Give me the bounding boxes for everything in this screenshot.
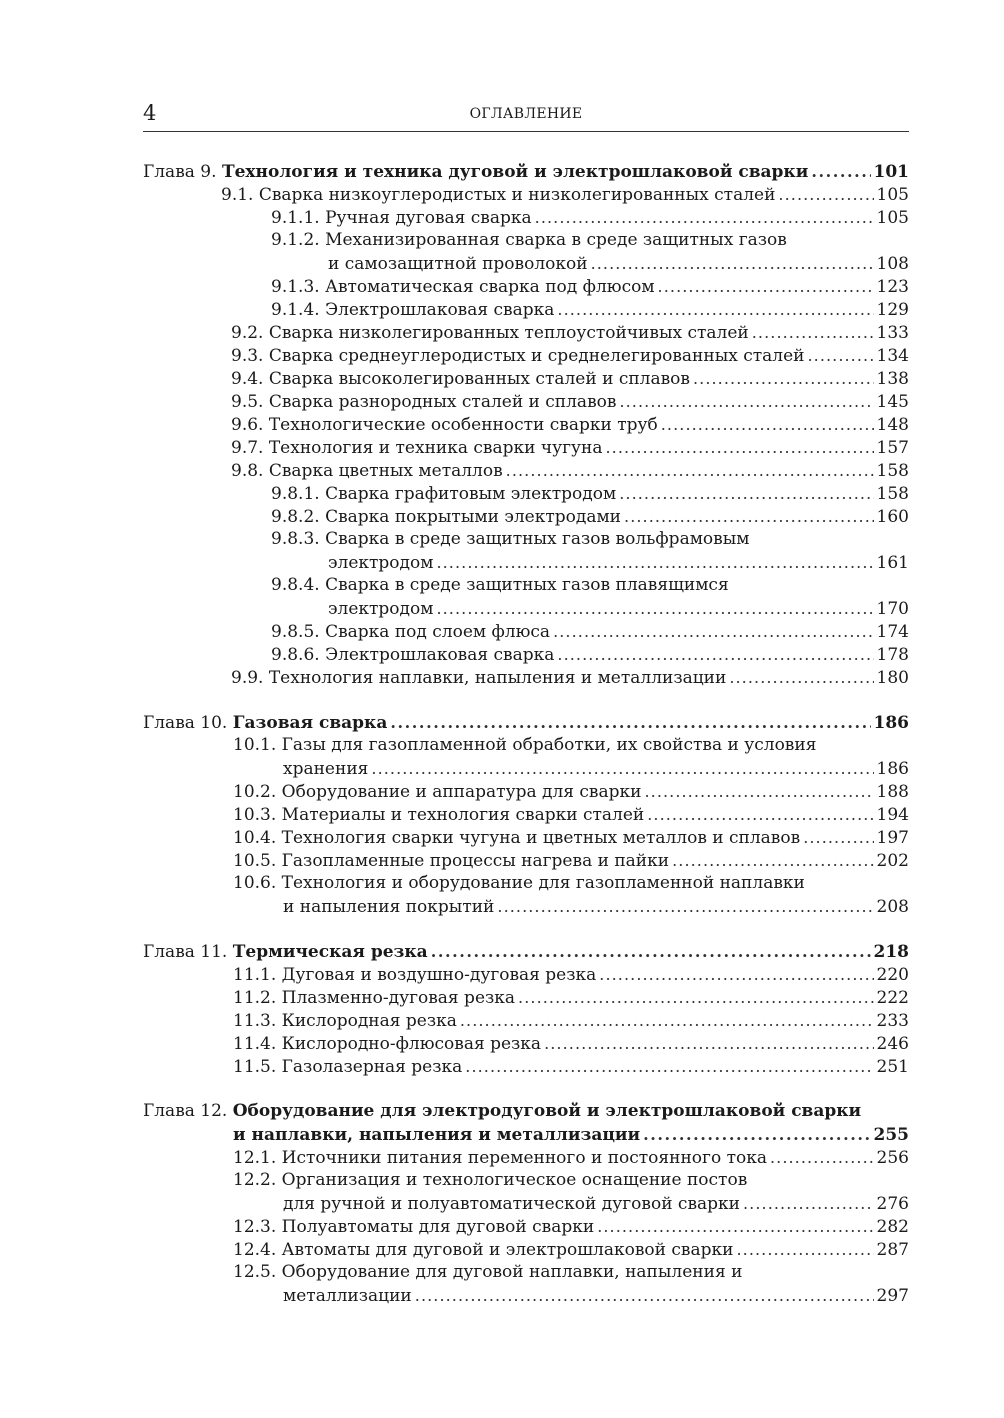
leader-dots xyxy=(415,1284,874,1307)
leader-dots xyxy=(743,1192,874,1215)
toc-entry[interactable] xyxy=(143,482,909,505)
leader-dots xyxy=(506,459,874,482)
toc-title: 10.2. Оборудование и аппаратура для сварки xyxy=(233,782,642,802)
toc-chapter[interactable] xyxy=(143,940,909,963)
toc-page: 161 xyxy=(876,553,909,573)
toc-title: 10.4. Технология сварки чугуна и цветных металлов и сплавов xyxy=(233,828,801,848)
toc-title: 9.1.4. Электрошлаковая сварка xyxy=(271,300,555,320)
leader-dots xyxy=(736,1238,873,1261)
toc-entry-continued[interactable] xyxy=(143,1192,909,1215)
leader-dots xyxy=(661,413,874,436)
toc-title: 12.2. Организация и технологическое оснащение постов xyxy=(233,1170,748,1190)
leader-dots xyxy=(436,551,873,574)
leader-dots xyxy=(803,826,873,849)
toc-title: Газовая сварка xyxy=(232,713,388,733)
toc-entry[interactable] xyxy=(143,206,909,229)
leader-dots xyxy=(465,1055,873,1078)
leader-dots xyxy=(599,963,873,986)
toc-title: 9.1.1. Ручная дуговая сварка xyxy=(271,208,532,228)
toc-title: 9.8.6. Электрошлаковая сварка xyxy=(271,645,555,665)
toc-entry[interactable] xyxy=(143,963,909,986)
toc-title: электродом xyxy=(328,599,434,619)
toc-page: 256 xyxy=(876,1148,909,1168)
toc-entry[interactable] xyxy=(143,1146,909,1169)
toc-entry[interactable] xyxy=(143,1169,909,1192)
toc-title: 10.3. Материалы и технология сварки сталей xyxy=(233,805,645,825)
spacer xyxy=(143,918,909,940)
leader-dots xyxy=(597,1215,873,1238)
chapter-prefix: Глава 9. xyxy=(143,162,217,182)
leader-dots xyxy=(460,1009,874,1032)
toc-page: 255 xyxy=(873,1125,909,1145)
leader-dots xyxy=(518,986,874,1009)
chapter-prefix: Глава 10. xyxy=(143,713,228,733)
page-number: 4 xyxy=(143,101,157,125)
toc-page: 251 xyxy=(876,1057,909,1077)
leader-dots xyxy=(752,321,874,344)
toc-entry[interactable] xyxy=(143,826,909,849)
leader-dots xyxy=(811,160,870,183)
toc-entry[interactable] xyxy=(143,459,909,482)
toc-entry[interactable] xyxy=(143,734,909,757)
toc-page: 148 xyxy=(876,415,909,435)
toc-title: 11.2. Плазменно-дуговая резка xyxy=(233,988,516,1008)
toc-entry[interactable] xyxy=(143,620,909,643)
toc-title: Оборудование для электродуговой и электрошлаковой сварки xyxy=(232,1101,862,1121)
leader-dots xyxy=(647,803,873,826)
toc-entry-continued[interactable] xyxy=(143,757,909,780)
toc-page: 129 xyxy=(876,300,909,320)
table-of-contents xyxy=(143,160,909,1307)
toc-title: 9.4. Сварка высоколегированных сталей и сплавов xyxy=(231,369,690,389)
toc-title: 9.8. Сварка цветных металлов xyxy=(231,461,503,481)
leader-dots xyxy=(619,482,873,505)
toc-page: 138 xyxy=(876,369,909,389)
toc-chapter[interactable] xyxy=(143,160,909,183)
toc-entry-continued[interactable] xyxy=(143,895,909,918)
running-title: ОГЛАВЛЕНИЕ xyxy=(469,106,583,122)
toc-entry[interactable] xyxy=(143,505,909,528)
toc-title: 9.7. Технология и техника сварки чугуна xyxy=(231,438,603,458)
spacer xyxy=(143,1078,909,1100)
toc-title: и самозащитной проволокой xyxy=(328,254,588,274)
toc-page: 170 xyxy=(876,599,909,619)
toc-title: 11.5. Газолазерная резка xyxy=(233,1057,463,1077)
toc-entry[interactable] xyxy=(143,803,909,826)
leader-dots xyxy=(497,895,873,918)
toc-title: хранения xyxy=(283,759,369,779)
toc-page: 101 xyxy=(873,162,909,182)
toc-entry[interactable] xyxy=(143,849,909,872)
toc-title: 9.8.1. Сварка графитовым электродом xyxy=(271,484,617,504)
toc-title: 9.1.3. Автоматическая сварка под флюсом xyxy=(271,277,655,297)
toc-title: для ручной и полуавтоматической дуговой сварки xyxy=(283,1194,740,1214)
toc-entry-continued[interactable] xyxy=(143,252,909,275)
toc-page: 157 xyxy=(876,438,909,458)
toc-title: 9.3. Сварка среднеуглеродистых и среднелегированных сталей xyxy=(231,346,805,366)
toc-title: 9.9. Технология наплавки, напыления и металлизации xyxy=(231,668,727,688)
toc-entry-continued[interactable] xyxy=(143,597,909,620)
toc-entry[interactable] xyxy=(143,1261,909,1284)
toc-page: 123 xyxy=(876,277,909,297)
toc-title: 11.3. Кислородная резка xyxy=(233,1011,457,1031)
toc-page: 282 xyxy=(876,1217,909,1237)
toc-title: Термическая резка xyxy=(232,942,428,962)
toc-title: 10.6. Технология и оборудование для газопламенной наплавки xyxy=(233,873,805,893)
toc-page: 105 xyxy=(876,208,909,228)
spacer xyxy=(143,689,909,711)
toc-page: 233 xyxy=(876,1011,909,1031)
leader-dots xyxy=(693,367,874,390)
toc-chapter[interactable] xyxy=(143,711,909,734)
leader-dots xyxy=(591,252,874,275)
leader-dots xyxy=(770,1146,874,1169)
toc-entry[interactable] xyxy=(143,986,909,1009)
toc-title: и напыления покрытий xyxy=(283,897,495,917)
toc-page: 197 xyxy=(876,828,909,848)
toc-page: 297 xyxy=(876,1286,909,1306)
leader-dots xyxy=(535,206,874,229)
leader-dots xyxy=(643,1123,870,1146)
toc-page: 134 xyxy=(876,346,909,366)
toc-page: 145 xyxy=(876,392,909,412)
toc-entry[interactable] xyxy=(143,1215,909,1238)
chapter-prefix: Глава 12. xyxy=(143,1101,228,1121)
toc-page: 220 xyxy=(876,965,909,985)
toc-entry[interactable] xyxy=(143,643,909,666)
toc-title: Технология и техника дуговой и электрошлаковой сварки xyxy=(221,162,809,182)
toc-entry[interactable] xyxy=(143,183,909,206)
leader-dots xyxy=(390,711,870,734)
toc-page: 160 xyxy=(876,507,909,527)
toc-entry-continued[interactable] xyxy=(143,1284,909,1307)
toc-entry[interactable] xyxy=(143,780,909,803)
toc-title: 9.1.2. Механизированная сварка в среде защитных газов xyxy=(271,230,787,250)
leader-dots xyxy=(672,849,873,872)
toc-title: 9.1. Сварка низкоуглеродистых и низколегированных сталей xyxy=(221,185,776,205)
leader-dots xyxy=(606,436,874,459)
leader-dots xyxy=(619,390,873,413)
toc-page: 188 xyxy=(876,782,909,802)
toc-title: металлизации xyxy=(283,1286,412,1306)
toc-title: 10.5. Газопламенные процессы нагрева и пайки xyxy=(233,851,670,871)
toc-title: и наплавки, напыления и металлизации xyxy=(233,1125,641,1145)
toc-title: 9.8.4. Сварка в среде защитных газов плавящимся xyxy=(271,575,729,595)
page-header xyxy=(143,100,909,132)
toc-page: 208 xyxy=(876,897,909,917)
leader-dots xyxy=(431,940,871,963)
toc-page: 180 xyxy=(876,668,909,688)
toc-entry[interactable] xyxy=(143,344,909,367)
toc-page: 246 xyxy=(876,1034,909,1054)
toc-title: 9.5. Сварка разнородных сталей и сплавов xyxy=(231,392,617,412)
toc-page: 133 xyxy=(876,323,909,343)
toc-title: 12.4. Автоматы для дуговой и электрошлаковой сварки xyxy=(233,1240,734,1260)
toc-title: 9.6. Технологические особенности сварки труб xyxy=(231,415,658,435)
leader-dots xyxy=(624,505,874,528)
leader-dots xyxy=(436,597,873,620)
chapter-prefix: Глава 11. xyxy=(143,942,228,962)
toc-page: 222 xyxy=(876,988,909,1008)
leader-dots xyxy=(553,620,873,643)
toc-title: 9.8.3. Сварка в среде защитных газов вольфрамовым xyxy=(271,529,750,549)
toc-entry[interactable] xyxy=(143,367,909,390)
toc-entry[interactable] xyxy=(143,1032,909,1055)
toc-entry[interactable] xyxy=(143,574,909,597)
toc-title: 11.4. Кислородно-флюсовая резка xyxy=(233,1034,542,1054)
toc-chapter-continued[interactable] xyxy=(143,1123,909,1146)
leader-dots xyxy=(778,183,873,206)
toc-title: 10.1. Газы для газопламенной обработки, их свойства и условия xyxy=(233,735,817,755)
toc-page: 158 xyxy=(876,461,909,481)
toc-page: 218 xyxy=(873,942,909,962)
toc-entry[interactable] xyxy=(143,390,909,413)
toc-title: 12.5. Оборудование для дуговой наплавки, напыления и xyxy=(233,1262,743,1282)
toc-title: 11.1. Дуговая и воздушно-дуговая резка xyxy=(233,965,597,985)
leader-dots xyxy=(557,643,873,666)
toc-chapter[interactable] xyxy=(143,1100,909,1123)
toc-page: 202 xyxy=(876,851,909,871)
toc-entry[interactable] xyxy=(143,1009,909,1032)
toc-entry[interactable] xyxy=(143,436,909,459)
toc-entry[interactable] xyxy=(143,1055,909,1078)
leader-dots xyxy=(557,298,873,321)
toc-page: 174 xyxy=(876,622,909,642)
toc-title: 12.3. Полуавтоматы для дуговой сварки xyxy=(233,1217,595,1237)
toc-entry[interactable] xyxy=(143,229,909,252)
leader-dots xyxy=(371,757,873,780)
toc-page: 186 xyxy=(876,759,909,779)
leader-dots xyxy=(544,1032,873,1055)
toc-entry[interactable] xyxy=(143,275,909,298)
toc-title: 12.1. Источники питания переменного и постоянного тока xyxy=(233,1148,767,1168)
leader-dots xyxy=(644,780,873,803)
toc-title: 9.8.2. Сварка покрытыми электродами xyxy=(271,507,622,527)
toc-entry[interactable] xyxy=(143,528,909,551)
leader-dots xyxy=(658,275,874,298)
leader-dots xyxy=(807,344,873,367)
toc-entry[interactable] xyxy=(143,413,909,436)
toc-page: 108 xyxy=(876,254,909,274)
toc-entry[interactable] xyxy=(143,872,909,895)
toc-entry[interactable] xyxy=(143,298,909,321)
toc-page: 276 xyxy=(876,1194,909,1214)
toc-page: 186 xyxy=(873,713,909,733)
toc-page: 194 xyxy=(876,805,909,825)
toc-page: 158 xyxy=(876,484,909,504)
toc-page: 178 xyxy=(876,645,909,665)
toc-title: 9.2. Сварка низколегированных теплоустойчивых сталей xyxy=(231,323,749,343)
toc-entry[interactable] xyxy=(143,666,909,689)
toc-entry[interactable] xyxy=(143,1238,909,1261)
toc-entry[interactable] xyxy=(143,321,909,344)
toc-title: 9.8.5. Сварка под слоем флюса xyxy=(271,622,551,642)
toc-page: 105 xyxy=(876,185,909,205)
leader-dots xyxy=(729,666,873,689)
toc-entry-continued[interactable] xyxy=(143,551,909,574)
toc-title: электродом xyxy=(328,553,434,573)
toc-page: 287 xyxy=(876,1240,909,1260)
